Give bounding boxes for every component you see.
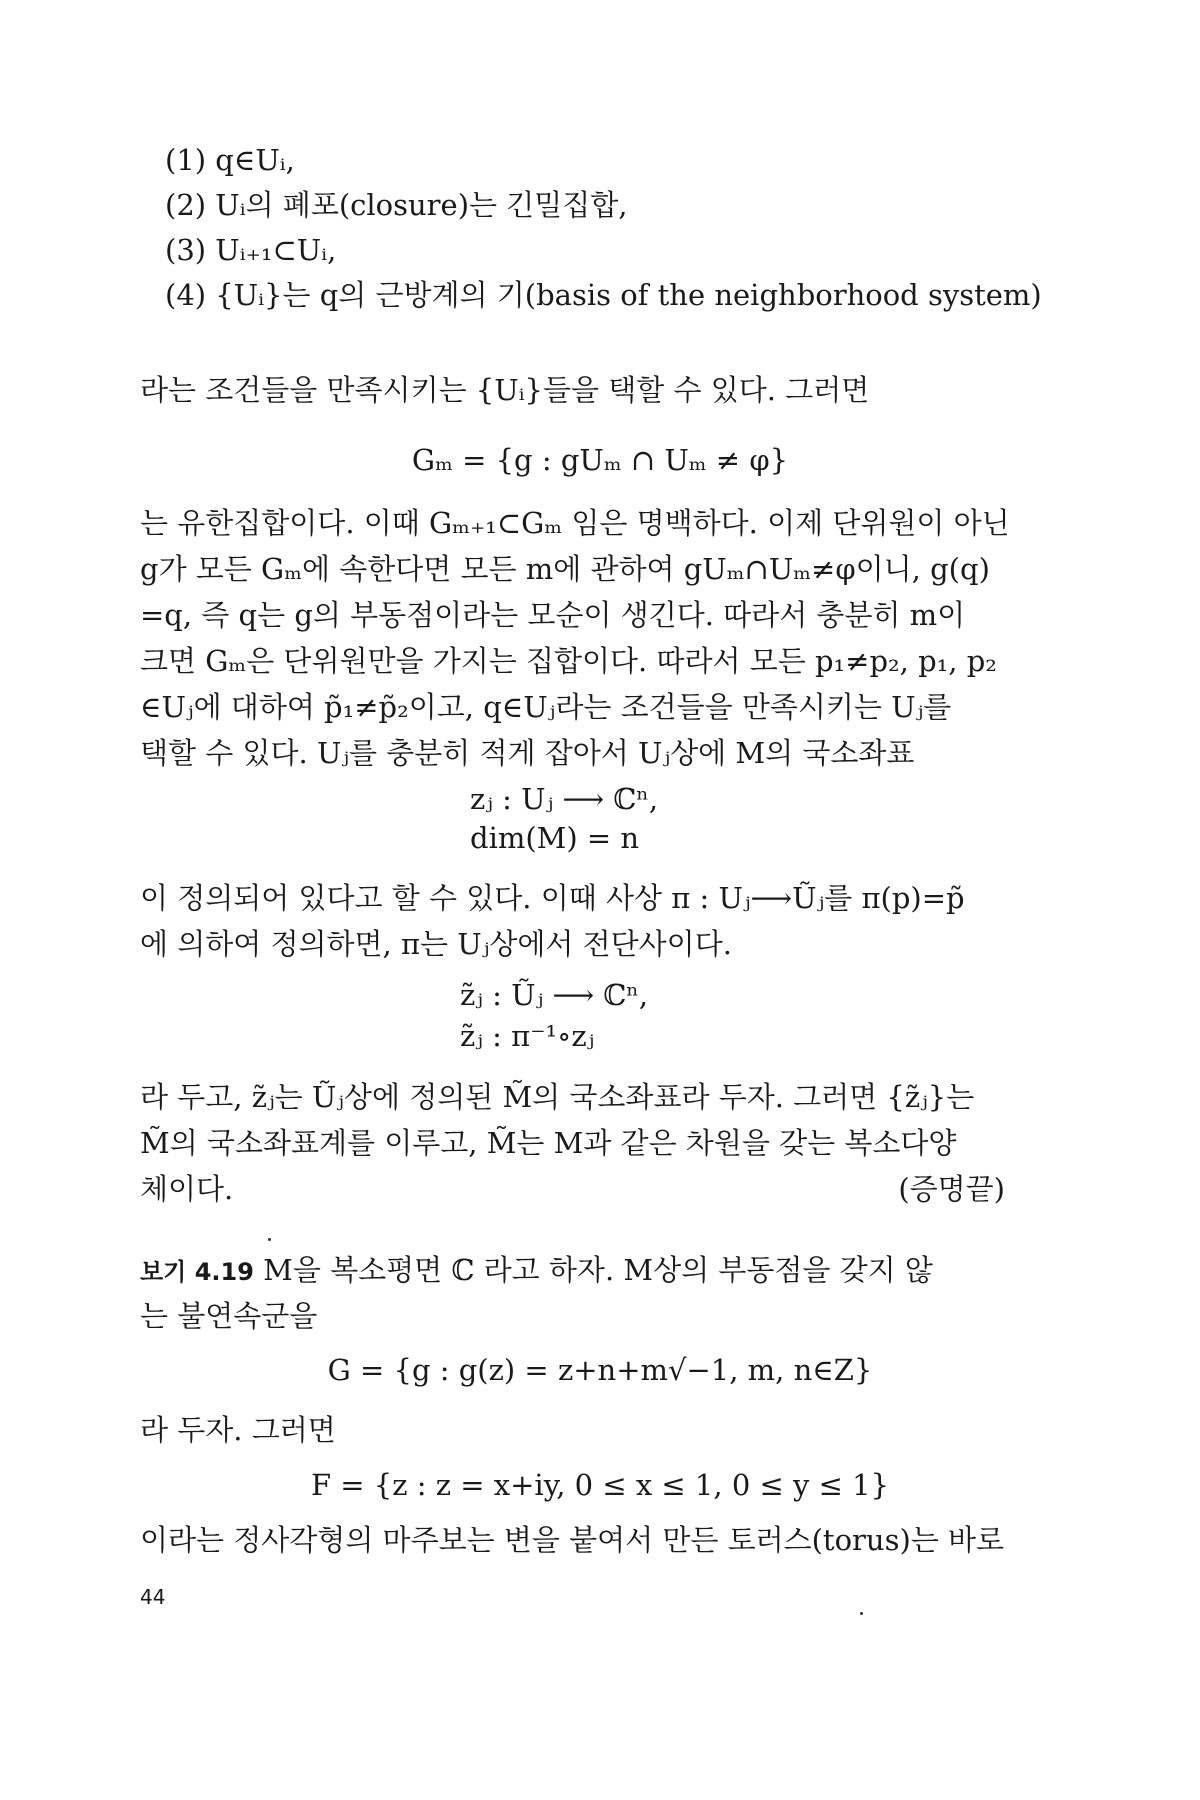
- page-number: 44: [140, 1585, 166, 1609]
- ink-dot: [860, 1612, 863, 1615]
- condition-3: (3) Uᵢ₊₁⊂Uᵢ,: [165, 233, 337, 267]
- paragraph-3-line-1: 이 정의되어 있다고 할 수 있다. 이때 사상 π : Uⱼ⟶Ũⱼ를 π(p)=p̃: [140, 881, 965, 915]
- example-line-1: [140, 1250, 933, 1292]
- paragraph-2-line-2: g가 모든 Gₘ에 속한다면 모든 m에 관하여 gUₘ∩Uₘ≠φ이니, g(q): [140, 552, 990, 586]
- condition-2: (2) Uᵢ의 폐포(closure)는 긴밀집합,: [165, 188, 628, 222]
- equation-F: F = {z : z = x+iy, 0 ≤ x ≤ 1, 0 ≤ y ≤ 1}: [310, 1468, 890, 1502]
- paragraph-5: 라 두자. 그러면: [140, 1413, 336, 1447]
- paragraph-1: 라는 조건들을 만족시키는 {Uᵢ}들을 택할 수 있다. 그러면: [140, 373, 870, 407]
- example-label: 보기 4.19: [140, 1258, 254, 1286]
- condition-4: (4) {Uᵢ}는 q의 근방계의 기(basis of the neighborhood system): [165, 278, 1042, 312]
- condition-1: (1) q∈Uᵢ,: [165, 143, 295, 177]
- equation-dim: dim(M) = n: [470, 821, 640, 855]
- paragraph-2-line-3: =q, 즉 q는 g의 부동점이라는 모순이 생긴다. 따라서 충분히 m이: [140, 598, 966, 632]
- example-text: M을 복소평면 ℂ 라고 하자. M상의 부동점을 갖지 않: [263, 1253, 933, 1287]
- paragraph-4-line-1: 라 두고, z̃ⱼ는 Ũⱼ상에 정의된 M̃의 국소좌표라 두자. 그러면 {z̃ⱼ}는: [140, 1080, 975, 1114]
- equation-tilde-zj-def: z̃ⱼ : π⁻¹∘zⱼ: [460, 1019, 595, 1053]
- equation-group-G: G = {g : g(z) = z+n+m√−1, m, n∈Z}: [327, 1353, 873, 1387]
- paragraph-2-line-6: 택할 수 있다. Uⱼ를 충분히 적게 잡아서 Uⱼ상에 M의 국소좌표: [140, 736, 915, 770]
- paragraph-6: 이라는 정사각형의 마주보는 변을 붙여서 만든 토러스(torus)는 바로: [140, 1523, 1005, 1557]
- ink-dot: [268, 1238, 271, 1241]
- paragraph-4-line-3: 체이다.: [140, 1172, 234, 1206]
- example-line-2: 는 불연속군을: [140, 1299, 318, 1333]
- paragraph-2-line-4: 크면 Gₘ은 단위원만을 가지는 집합이다. 따라서 모든 p₁≠p₂, p₁, p₂: [140, 644, 997, 678]
- equation-tilde-zj: z̃ⱼ : Ũⱼ ⟶ ℂⁿ,: [460, 978, 649, 1012]
- paragraph-3-line-2: 에 의하여 정의하면, π는 Uⱼ상에서 전단사이다.: [140, 927, 732, 961]
- qed-mark: (증명끝): [898, 1172, 1005, 1206]
- equation-Gm: Gₘ = {g : gUₘ ∩ Uₘ ≠ φ}: [411, 443, 789, 477]
- equation-zj: zⱼ : Uⱼ ⟶ ℂⁿ,: [470, 782, 659, 816]
- paragraph-4-line-2: M̃의 국소좌표계를 이루고, M̃는 M과 같은 차원을 갖는 복소다양: [140, 1126, 957, 1160]
- paragraph-2-line-5: ∈Uⱼ에 대하여 p̃₁≠p̃₂이고, q∈Uⱼ라는 조건들을 만족시키는 Uⱼ를: [140, 690, 952, 724]
- paragraph-2-line-1: 는 유한집합이다. 이때 Gₘ₊₁⊂Gₘ 임은 명백하다. 이제 단위원이 아닌: [140, 506, 1010, 540]
